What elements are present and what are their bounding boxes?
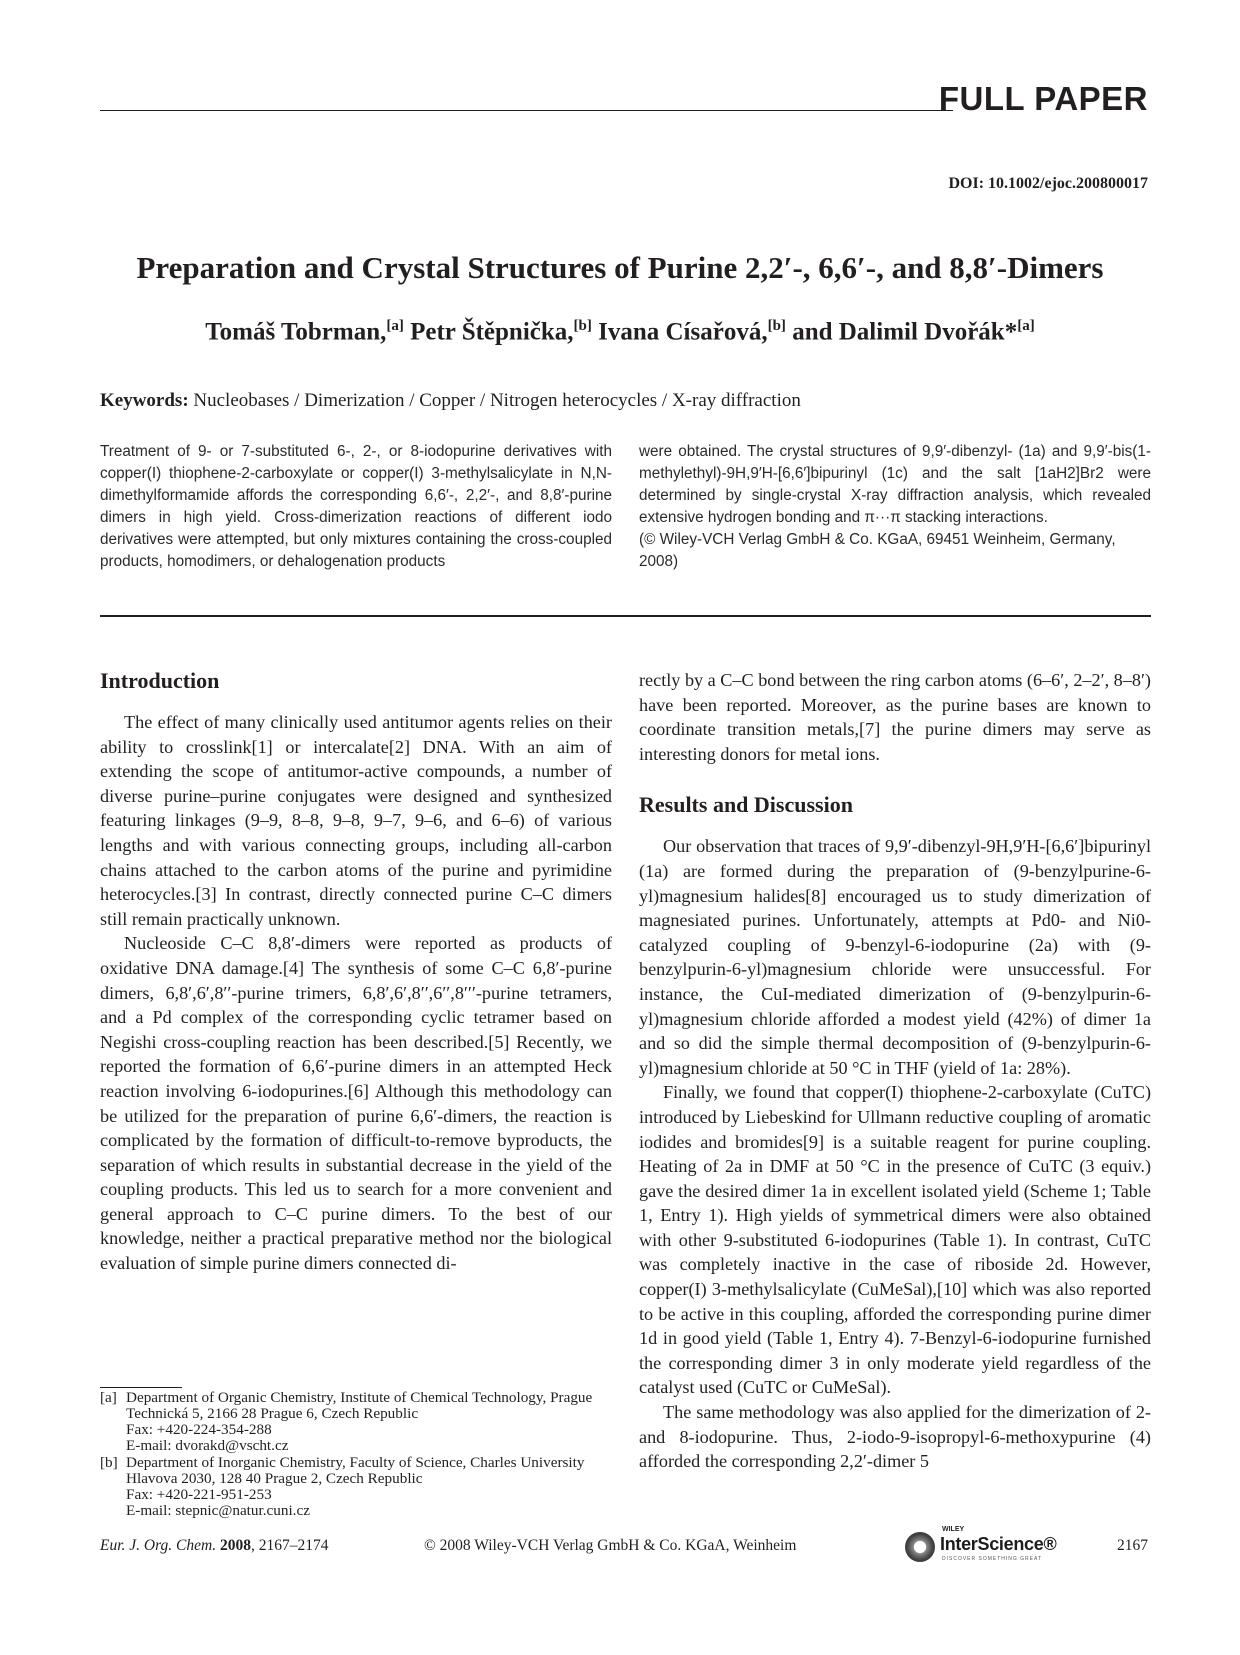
keywords-text: Nucleobases / Dimerization / Copper / Nitrogen heterocycles / X-ray diffraction [193, 390, 801, 411]
author-affiliation: [a] [386, 318, 404, 334]
paper-title: Preparation and Crystal Structures of Purine 2,2′-, 6,6′-, and 8,8′-Dimers [136, 250, 1104, 285]
doi: DOI: 10.1002/ejoc.200800017 [948, 175, 1148, 192]
footnote-line: Department of Organic Chemistry, Institute of Chemical Technology, Prague [126, 1389, 593, 1406]
author-name: Petr Štěpnička, [410, 318, 574, 346]
keywords [100, 390, 801, 412]
paragraph: Nucleoside C–C 8,8′-dimers were reported as products of oxidative DNA damage.[4] The synthesis of some C–C 6,8′-purine dimers, 6,8′,6′,8′′-purine trimers, 6,8′,6′,8′′,6′′,8′′′-purine tetramers, and a Pd complex of the corresponding cyclic tetramer based on Negishi cross-coupling reaction has been described.[5] Recently, we reported the formation of 6,6′-purine dimers in an attempted Heck reaction involving 6-iodopurines.[6] Although this methodology can be utilized for the preparation of purine 6,6′-dimers, the reaction is complicated by the formation of difficult-to-remove byproducts, the separation of which results in substantial decrease in the yield of the coupling products. This led us to search for a more convenient and general approach to C–C purine dimers. To the best of our knowledge, neither a practical preparative method nor the biological evaluation of simple purine dimers connected di- [100, 933, 612, 1274]
body-left-column [100, 668, 612, 1276]
journal-citation [100, 1537, 328, 1555]
paragraph: rectly by a C–C bond between the ring carbon atoms (6–6′, 2–2′, 8–8′) have been reported. Moreover, as the purine bases are known to coordinate transition metals,[7] the purine dimers may serve as interesting donors for metal ions. [639, 670, 1151, 764]
journal-year: 2008 [219, 1537, 251, 1554]
author-name: Tomáš Tobrman, [205, 318, 387, 346]
header-rule [100, 110, 953, 111]
paragraph: Finally, we found that copper(I) thiophene-2-carboxylate (CuTC) introduced by Liebeskind for Ullmann reductive coupling of aromatic iodides and bromides[9] is a suitable reagent for purine coupling. Heating of 2a in DMF at 50 °C in the presence of CuTC (3 equiv.) gave the desired dimer 1a in excellent isolated yield (Scheme 1; Table 1, Entry 1). High yields of symmetrical dimers were also obtained with other 9-substituted 6-iodopurines (Table 1). In contrast, CuTC was completely inactive in the case of riboside 2d. However, copper(I) 3-methylsalicylate (CuMeSal),[10] which was also reported to be active in this coupling, afforded the corresponding purine dimer 1d in good yield (Table 1, Entry 4). 7-Benzyl-6-iodopurine furnished the corresponding dimer 3 in only moderate yield regardless of the catalyst used (CuTC or CuMeSal). [639, 1082, 1151, 1398]
body-right-column [639, 668, 1151, 1474]
footnote-label: [a] [100, 1389, 117, 1406]
page-number: 2167 [1117, 1537, 1148, 1554]
footnote-line: Department of Inorganic Chemistry, Faculty of Science, Charles University [126, 1454, 585, 1471]
author-name: and Dalimil Dvořák* [792, 318, 1018, 346]
author-list [0, 318, 1240, 346]
interscience-logo[interactable]: InterScience® [940, 1534, 1057, 1554]
paragraph: The same methodology was also applied for the dimerization of 2- and 8-iodopurine. Thus, 2-iodo-9-isopropyl-6-methoxypurine (4) afforded the corresponding 2,2′-dimer 5 [639, 1402, 1151, 1472]
footer-copyright: © 2008 Wiley-VCH Verlag GmbH & Co. KGaA, Weinheim [424, 1537, 797, 1554]
abstract-text: were obtained. The crystal structures of 9,9′-dibenzyl- (1a) and 9,9′-bis(1-methylethyl)-9H,9′H-[6,6′]bipurinyl (1c) and the salt [1aH2]Br2 were determined by single-crystal X-ray diffraction analysis, which revealed extensive hydrogen bonding and π···π stacking interactions. [639, 443, 1151, 526]
abstract-text: Treatment of 9- or 7-substituted 6-, 2-, or 8-iodopurine derivatives with copper(I) thiophene-2-carboxylate or copper(I) 3-methylsalicylate in N,N-dimethylformamide affords the corresponding 6,6′-, 2,2′-, and 8,8′-purine dimers in high yield. Cross-dimerization reactions of different iodo derivatives were attempted, but only mixtures containing the cross-coupled products, homodimers, or dehalogenation products [100, 443, 612, 570]
journal-name: Eur. J. Org. Chem. [100, 1537, 217, 1554]
author-affiliation: [a] [1017, 318, 1035, 334]
footnote-line: Technická 5, 2166 28 Prague 6, Czech Republic [126, 1405, 419, 1422]
author-affiliation: [b] [573, 318, 592, 334]
logo-wiley-text: WILEY [942, 1526, 965, 1533]
footnote-line: Fax: +420-224-354-288 [126, 1421, 272, 1438]
abstract-left-column [100, 441, 612, 573]
footnote-email-link[interactable]: E-mail: dvorakd@vscht.cz [126, 1437, 289, 1454]
footnote [100, 1390, 612, 1454]
footnote-rule [100, 1387, 182, 1388]
section-heading-introduction: Introduction [100, 668, 220, 693]
journal-pages: , 2167–2174 [250, 1537, 329, 1554]
logo-tagline: DISCOVER SOMETHING GREAT [942, 1556, 1043, 1562]
affiliation-footnotes [100, 1390, 612, 1520]
footnote-line: Fax: +420-221-951-253 [126, 1486, 272, 1503]
author-name: Ivana Císařová, [598, 318, 768, 346]
abstract-right-column [639, 441, 1151, 573]
section-label-full-paper: FULL PAPER [938, 80, 1148, 117]
author-affiliation: [b] [767, 318, 786, 334]
interscience-globe-icon [905, 1532, 935, 1562]
footnote [100, 1455, 612, 1519]
paragraph: Our observation that traces of 9,9′-dibenzyl-9H,9′H-[6,6′]bipurinyl (1a) are formed during the preparation of (9-benzylpurine-6-yl)magnesium halides[8] encouraged us to study dimerization of magnesiated purines. Unfortunately, attempts at Pd0- and Ni0-catalyzed coupling of 9-benzyl-6-iodopurine (2a) with (9-benzylpurin-6-yl)magnesium chloride were unsuccessful. For instance, the CuI-mediated dimerization of (9-benzylpurin-6-yl)magnesium chloride afforded a modest yield (42%) of dimer 1a and so did the simple thermal decomposition of (9-benzylpurin-6-yl)magnesium chloride at 50 °C in THF (yield of 1a: 28%). [639, 836, 1151, 1078]
keywords-label: Keywords: [100, 390, 189, 411]
abstract-rule [100, 615, 1151, 617]
footnote-line: Hlavova 2030, 128 40 Prague 2, Czech Republic [126, 1470, 423, 1487]
footnote-label: [b] [100, 1454, 118, 1471]
paragraph: The effect of many clinically used antitumor agents relies on their ability to crosslink[1] or intercalate[2] DNA. With an aim of extending the scope of antitumor-active compounds, a number of diverse purine–purine conjugates were designed and synthesized featuring linkages (9–9, 8–8, 9–8, 9–7, 9–6, and 6–6) of various lengths and with various connecting groups, including all-carbon chains attached to the carbon atoms of the purine and pyrimidine heterocycles.[3] In contrast, directly connected purine C–C dimers still remain practically unknown. [100, 712, 612, 929]
abstract-copyright: (© Wiley-VCH Verlag GmbH & Co. KGaA, 69451 Weinheim, Germany, 2008) [639, 531, 1116, 570]
section-heading-results: Results and Discussion [639, 792, 853, 818]
footnote-email-link[interactable]: E-mail: stepnic@natur.cuni.cz [126, 1502, 310, 1519]
